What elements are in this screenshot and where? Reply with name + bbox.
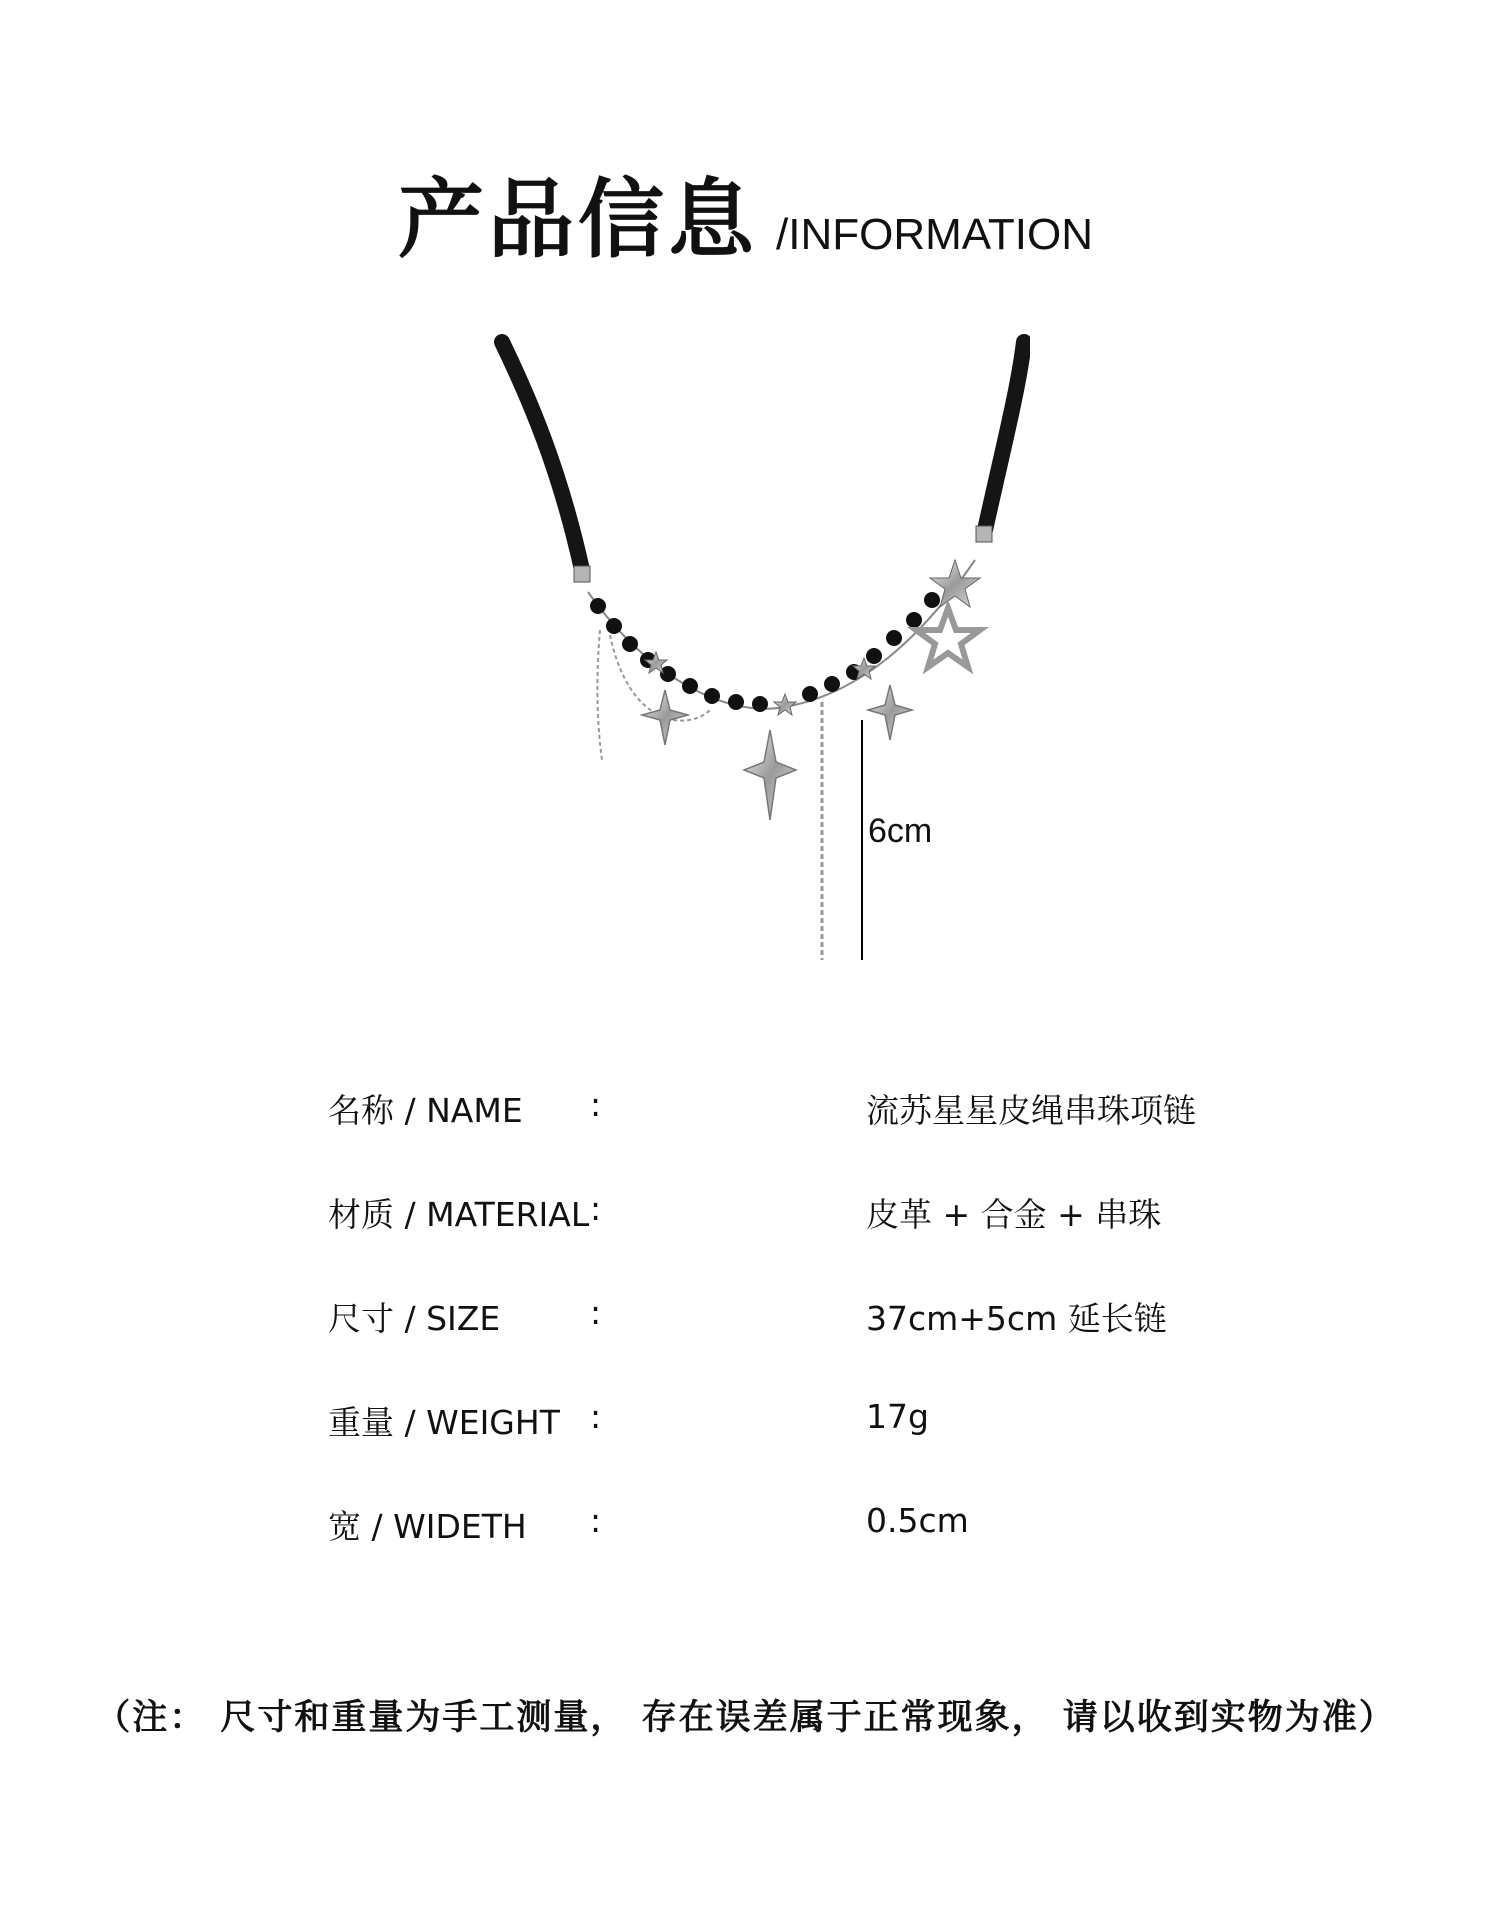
spec-row-size	[328, 1293, 1228, 1397]
spec-colon: :	[590, 1189, 602, 1228]
spec-value: 皮革 + 合金 + 串珠	[866, 1195, 1162, 1234]
spec-row-width	[328, 1501, 1228, 1605]
disclaimer-note: （注： 尺寸和重量为手工测量， 存在误差属于正常现象， 请以收到实物为准）	[95, 1698, 1396, 1738]
spec-row-name	[328, 1085, 1228, 1189]
spec-label: 宽 / WIDETH	[328, 1507, 527, 1546]
spec-table	[328, 1085, 1228, 1605]
spec-value: 37cm+5cm 延长链	[866, 1299, 1167, 1338]
product-image	[470, 330, 1030, 970]
page-subtitle: /INFORMATION	[776, 210, 1093, 259]
spec-colon: :	[590, 1397, 602, 1436]
spec-colon: :	[590, 1293, 602, 1332]
page-title: 产品信息	[398, 170, 759, 270]
spec-value: 流苏星星皮绳串珠项链	[866, 1091, 1196, 1130]
page-header	[0, 150, 1491, 274]
spec-label: 重量 / WEIGHT	[328, 1403, 560, 1442]
spec-label: 材质 / MATERIAL	[328, 1195, 590, 1234]
leather-cord-left	[502, 342, 582, 570]
measurement-label: 6cm	[868, 812, 933, 850]
leather-cord-right	[985, 342, 1024, 530]
spec-colon: :	[590, 1085, 602, 1124]
spec-value: 17g	[866, 1397, 929, 1436]
spec-label: 尺寸 / SIZE	[328, 1299, 501, 1338]
spec-colon: :	[590, 1501, 602, 1540]
spec-label: 名称 / NAME	[328, 1091, 523, 1130]
spec-row-material	[328, 1189, 1228, 1293]
spec-value: 0.5cm	[866, 1501, 969, 1540]
spec-row-weight	[328, 1397, 1228, 1501]
